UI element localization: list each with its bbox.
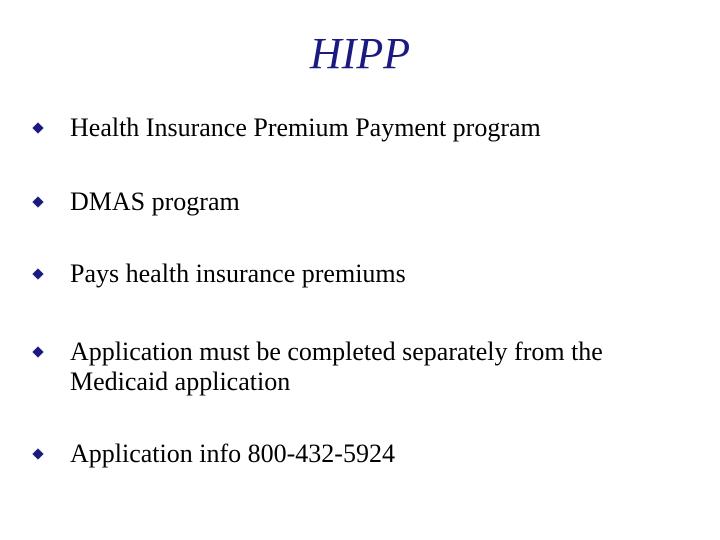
diamond-bullet-icon [32,448,43,459]
bullet-text: Pays health insurance premiums [70,259,406,288]
diamond-bullet-icon [32,122,43,133]
diamond-bullet-icon [32,196,43,207]
diamond-bullet-icon [32,268,43,279]
slide-title: HIPP [309,29,411,78]
bullet-text: DMAS program [70,187,240,216]
diamond-bullet-icon [32,346,43,357]
bullet-text: Health Insurance Premium Payment program [70,113,541,142]
bullet-text: Application must be completed separately from the Medicaid application [70,337,603,396]
bullet-text: Application info 800-432-5924 [70,439,395,468]
